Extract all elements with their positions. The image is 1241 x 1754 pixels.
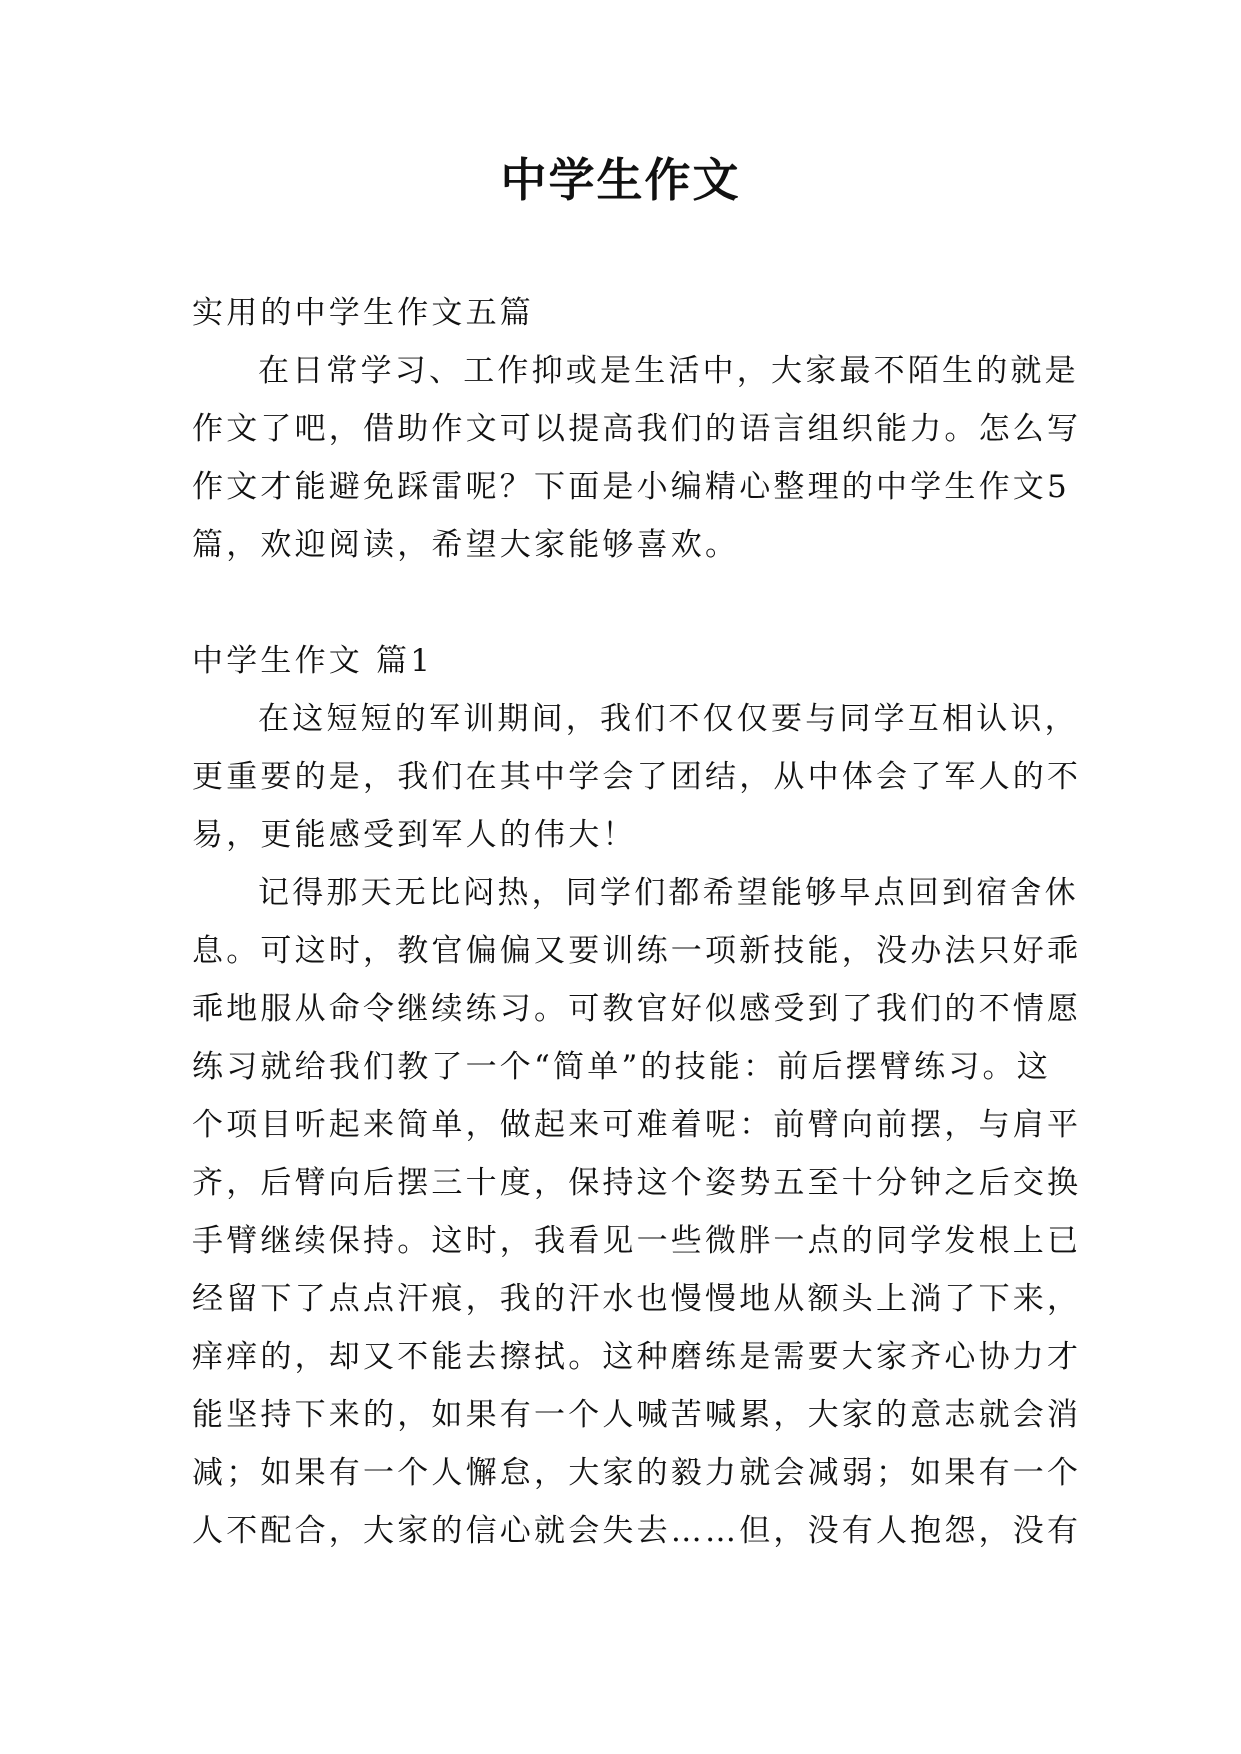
section-heading: 中学生作文 篇1 bbox=[192, 643, 434, 679]
paragraph-line: 息。可这时，教官偏偏又要训练一项新技能，没办法只好乖 bbox=[192, 933, 1082, 969]
intro-heading: 实用的中学生作文五篇 bbox=[192, 295, 534, 331]
intro-line: 作文了吧，借助作文可以提高我们的语言组织能力。怎么写 bbox=[192, 411, 1082, 447]
intro-line: 作文才能避免踩雷呢？下面是小编精心整理的中学生作文5 bbox=[192, 469, 1070, 505]
paragraph-spacer bbox=[192, 574, 1052, 632]
paragraph-line: 更重要的是，我们在其中学会了团结，从中体会了军人的不 bbox=[192, 759, 1082, 795]
document-title: 中学生作文 bbox=[500, 153, 741, 207]
paragraph-line: 乖地服从命令继续练习。可教官好似感受到了我们的不情愿 bbox=[192, 991, 1082, 1027]
paragraph-2 bbox=[192, 864, 1082, 1560]
paragraph-line: 在这短短的军训期间，我们不仅仅要与同学互相认识， bbox=[258, 701, 1079, 737]
paragraph-line: 齐，后臂向后摆三十度，保持这个姿势五至十分钟之后交换 bbox=[192, 1165, 1082, 1201]
paragraph-line: 经留下了点点汗痕，我的汗水也慢慢地从额头上淌了下来， bbox=[192, 1281, 1082, 1317]
paragraph-line: 减；如果有一个人懈怠，大家的毅力就会减弱；如果有一个 bbox=[192, 1455, 1082, 1491]
intro-paragraph bbox=[192, 342, 1082, 574]
paragraph-line: 易，更能感受到军人的伟大！ bbox=[192, 817, 637, 853]
paragraph-line: 记得那天无比闷热，同学们都希望能够早点回到宿舍休 bbox=[258, 875, 1079, 911]
paragraph-line: 能坚持下来的，如果有一个人喊苦喊累，大家的意志就会消 bbox=[192, 1397, 1082, 1433]
paragraph-line: 人不配合，大家的信心就会失去……但，没有人抱怨，没有 bbox=[192, 1513, 1082, 1549]
paragraph-line: 手臂继续保持。这时，我看见一些微胖一点的同学发根上已 bbox=[192, 1223, 1082, 1259]
document-body bbox=[192, 284, 1082, 1560]
intro-line: 在日常学习、工作抑或是生活中，大家最不陌生的就是 bbox=[258, 353, 1079, 389]
paragraph-line: 个项目听起来简单，做起来可难着呢：前臂向前摆，与肩平 bbox=[192, 1107, 1082, 1143]
paragraph-line: 练习就给我们教了一个“简单”的技能：前后摆臂练习。这 bbox=[192, 1049, 1051, 1085]
paragraph-1 bbox=[192, 690, 1082, 864]
paragraph-line: 痒痒的，却又不能去擦拭。这种磨练是需要大家齐心协力才 bbox=[192, 1339, 1082, 1375]
intro-line: 篇，欢迎阅读，希望大家能够喜欢。 bbox=[192, 527, 740, 563]
